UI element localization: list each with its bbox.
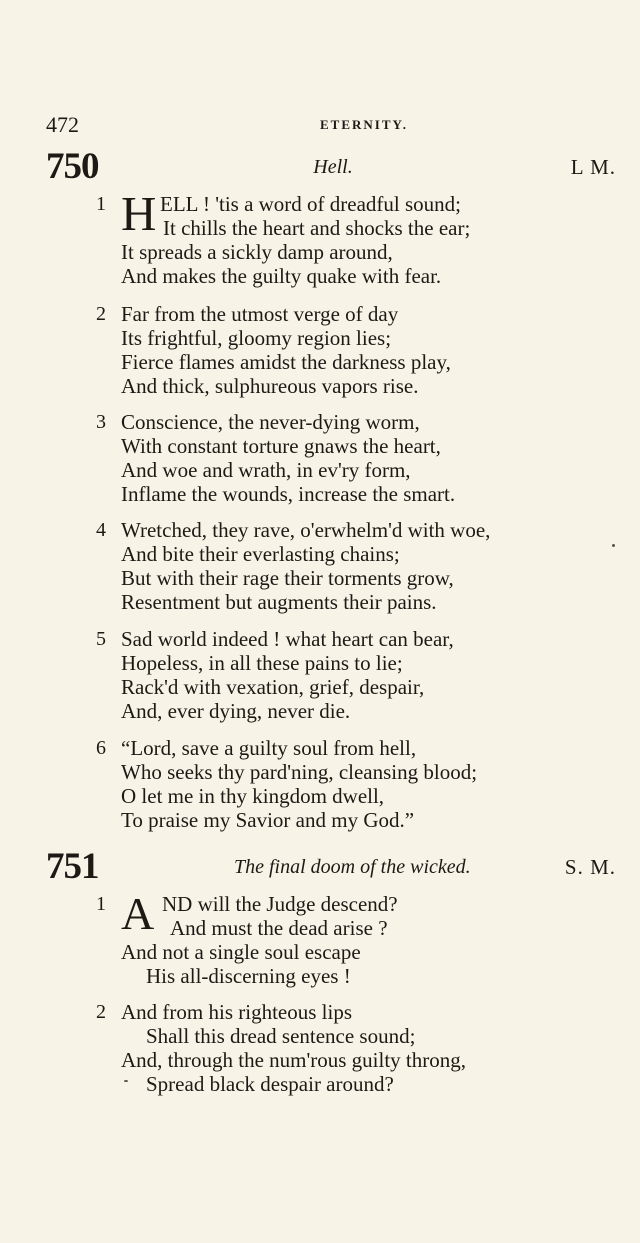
hymn-750-header [46,145,616,189]
hymn-number: 751 [46,846,99,887]
hymn-meter: L M. [570,155,616,179]
verse-line: ELL ! 'tis a word of dreadful sound; [160,192,462,216]
page-number: 472 [46,112,79,137]
verse-line: His all-discerning eyes ! [146,964,351,988]
verse-line: Inflame the wounds, increase the smart. [121,482,456,506]
running-head [46,112,606,138]
verse-line: It chills the heart and shocks the ear; [163,216,471,240]
stanza-number: 2 [96,1001,106,1023]
verse-line: O let me in thy kingdom dwell, [121,784,385,808]
verse-line: Resentment but augments their pains. [121,590,437,614]
hymn-title: Hell. [313,156,353,178]
verse-line: Conscience, the never-dying worm, [121,410,420,434]
verse-line: Rack'd with vexation, grief, despair, [121,675,425,699]
dropcap: H [121,186,157,241]
stanza-number: 6 [96,737,106,759]
verse-line: And thick, sulphureous vapors rise. [121,374,419,398]
verse-line: Its frightful, gloomy region lies; [121,326,392,350]
stanza-number: 5 [96,628,106,650]
verse-line: To praise my Savior and my God.” [121,808,415,832]
dropcap: A [121,888,155,939]
hymn-751-header [46,845,616,889]
verse-line: Far from the utmost verge of day [121,302,399,326]
hymn-meter: S. M. [564,855,616,879]
ink-speck [612,544,615,547]
verse-line: And from his righteous lips [121,1000,352,1024]
verse-line: “Lord, save a guilty soul from hell, [121,736,417,760]
verse-line: Sad world indeed ! what heart can bear, [121,627,454,651]
running-title: ETERNITY. [320,117,408,132]
verse-line: Who seeks thy pard'ning, cleansing blood; [121,760,478,784]
verse-line: Shall this dread sentence sound; [146,1024,416,1048]
verse-line: ND will the Judge descend? [162,892,398,916]
hymn-title: The final doom of the wicked. [234,856,471,878]
verse-line: Fierce flames amidst the darkness play, [121,350,451,374]
verse-line: And not a single soul escape [121,940,361,964]
stanza-number: 1 [96,893,106,915]
verse-line: With constant torture gnaws the heart, [121,434,441,458]
stanza-number: 1 [96,193,106,215]
stanza-number: 2 [96,303,106,325]
ink-speck [124,1080,128,1082]
verse-line: It spreads a sickly damp around, [121,240,393,264]
verse-line: And bite their everlasting chains; [121,542,400,566]
verse-line: And woe and wrath, in ev'ry form, [121,458,411,482]
verse-line: Spread black despair around? [146,1072,394,1096]
hymn-number: 750 [46,146,99,187]
verse-line: And, through the num'rous guilty throng, [121,1048,467,1072]
verse-line: Wretched, they rave, o'erwhelm'd with woe, [121,518,491,542]
verse-line: And must the dead arise ? [170,916,388,940]
stanza-number: 4 [96,519,106,541]
verse-line: And, ever dying, never die. [121,699,351,723]
verse-line: And makes the guilty quake with fear. [121,264,442,288]
verse-line: But with their rage their torments grow, [121,566,454,590]
stanza-number: 3 [96,411,106,433]
verse-line: Hopeless, in all these pains to lie; [121,651,403,675]
